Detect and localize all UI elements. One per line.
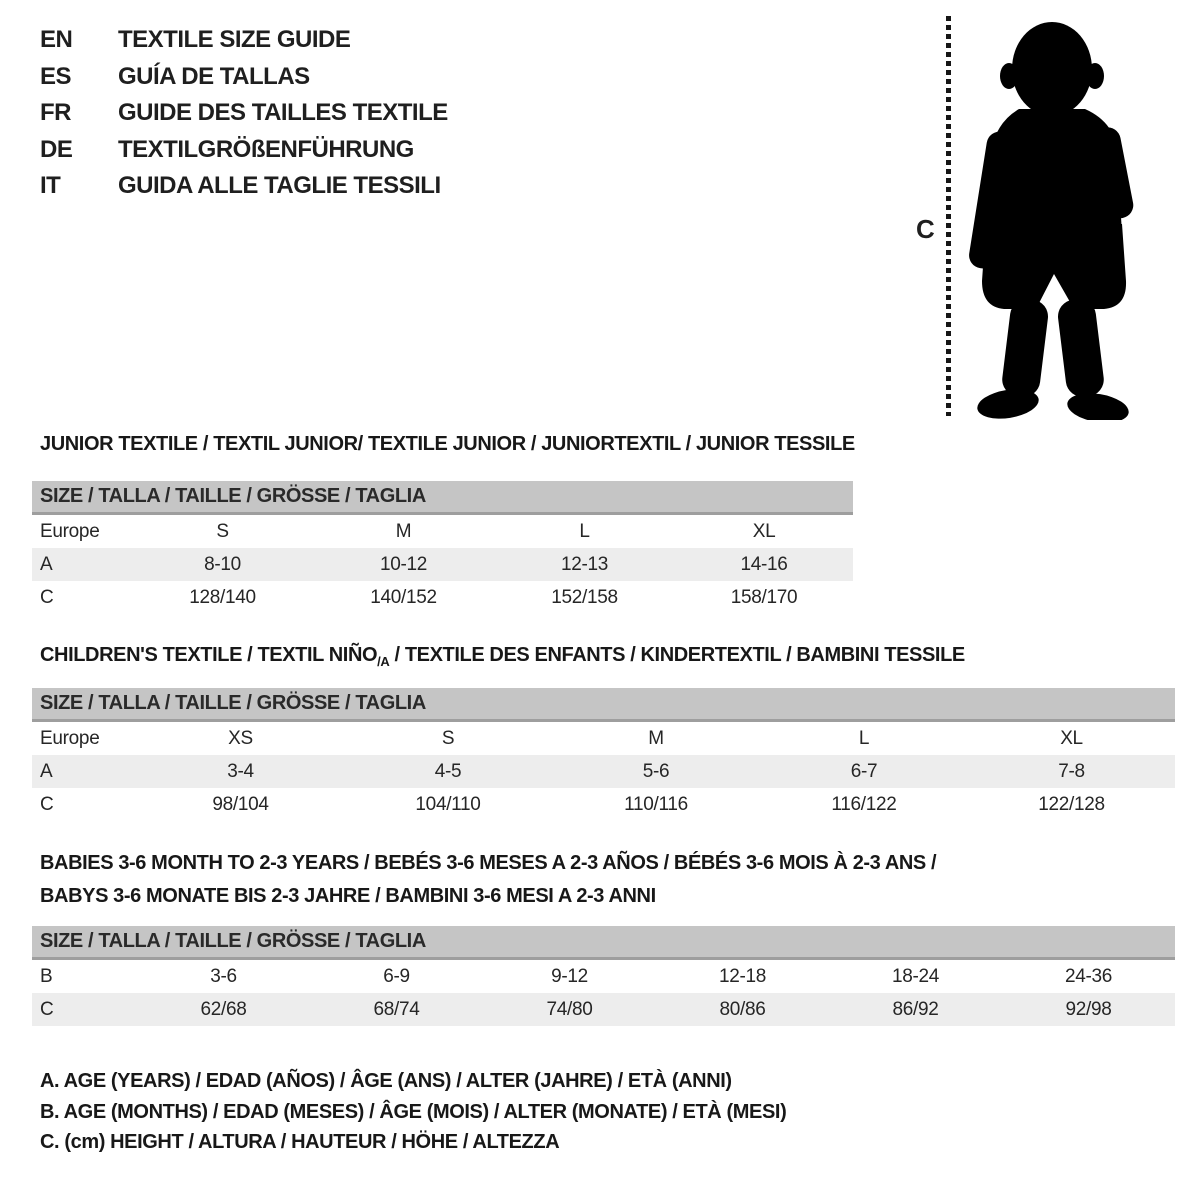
table-cell: L	[579, 520, 590, 542]
table-cell: 86/92	[829, 993, 1002, 1026]
table-cell: 62/68	[137, 993, 310, 1026]
babies-size-table	[32, 926, 1175, 1026]
table-cell: 12-13	[494, 548, 675, 581]
row-label: A	[32, 548, 132, 581]
height-measure-dashed-line	[946, 16, 951, 416]
lang-code: IT	[40, 172, 61, 199]
junior-size-table	[32, 481, 853, 614]
table-cell: XS	[228, 727, 253, 749]
children-title-subscript: /A	[377, 654, 390, 669]
table-cell: 3-6	[210, 965, 237, 987]
table-cell: S	[216, 520, 229, 542]
table-cell: 12-18	[718, 965, 767, 987]
table-cell: 152/158	[551, 586, 618, 608]
table-cell: L	[858, 727, 870, 749]
legend-line-b: B. AGE (MONTHS) / EDAD (MESES) / ÂGE (MOIS) / ALTER (MONATE) / ETÀ (MESI)	[40, 1100, 787, 1123]
table-cell: 14-16	[675, 548, 853, 581]
lang-label: GUÍA DE TALLAS	[118, 62, 310, 90]
junior-section-title: JUNIOR TEXTILE / TEXTIL JUNIOR/ TEXTILE JUNIOR / JUNIORTEXTIL / JUNIOR TESSILE	[40, 433, 855, 455]
table-cell: 24-36	[1064, 965, 1113, 987]
table-cell: 6-7	[760, 755, 968, 788]
table-cell: 116/122	[831, 793, 897, 815]
legend	[40, 1066, 786, 1158]
lang-label: TEXTILGRÖßENFÜHRUNG	[118, 135, 414, 163]
row-label: Europe	[40, 520, 100, 542]
lang-label: GUIDE DES TAILLES TEXTILE	[118, 99, 448, 126]
row-label: C	[40, 793, 54, 815]
children-section-title	[40, 644, 965, 669]
lang-code: EN	[40, 26, 73, 53]
table-cell: 10-12	[313, 548, 494, 581]
table-cell: 18-24	[891, 965, 940, 987]
lang-code: FR	[40, 99, 71, 126]
children-title-before: CHILDREN'S TEXTILE / TEXTIL NIÑO	[40, 644, 378, 666]
table-cell: 5-6	[552, 755, 760, 788]
table-cell: 6-9	[383, 965, 410, 987]
table-cell: 3-4	[137, 755, 344, 788]
table-cell: M	[648, 727, 664, 749]
lang-row-es	[40, 59, 448, 96]
table-cell: 8-10	[132, 548, 313, 581]
toddler-silhouette-image	[962, 18, 1144, 420]
babies-section-title	[40, 847, 936, 913]
size-table-header: SIZE / TALLA / TAILLE / GRÖSSE / TAGLIA	[32, 926, 1175, 959]
lang-code: ES	[40, 62, 72, 90]
table-cell: XL	[752, 520, 776, 542]
babies-title-line1: BABIES 3-6 MONTH TO 2-3 YEARS / BEBÉS 3-6 MESES A 2-3 AÑOS / BÉBÉS 3-6 MOIS À 2-3 ANS /	[40, 852, 937, 874]
lang-row-fr	[40, 95, 448, 132]
lang-label: TEXTILE SIZE GUIDE	[118, 26, 351, 53]
table-cell: 104/110	[415, 793, 481, 815]
height-measure-label: C	[916, 214, 935, 244]
table-cell: 158/170	[730, 586, 798, 608]
row-label: C	[32, 993, 137, 1026]
table-row	[32, 993, 1175, 1026]
babies-title-line2: BABYS 3-6 MONATE BIS 2-3 JAHRE / BAMBINI 3-6 MESI A 2-3 ANNI	[40, 885, 656, 907]
table-cell: 92/98	[1002, 993, 1175, 1026]
table-cell: XL	[1060, 727, 1083, 749]
size-table-header: SIZE / TALLA / TAILLE / GRÖSSE / TAGLIA	[32, 688, 1175, 721]
table-row	[32, 788, 1175, 821]
table-cell: 80/86	[656, 993, 829, 1026]
legend-line-a: A. AGE (YEARS) / EDAD (AÑOS) / ÂGE (ANS) / ALTER (JAHRE) / ETÀ (ANNI)	[40, 1070, 732, 1092]
row-label: Europe	[40, 727, 100, 749]
lang-label: GUIDA ALLE TAGLIE TESSILI	[118, 172, 441, 199]
table-row	[32, 721, 1175, 756]
lang-row-en	[40, 22, 448, 59]
children-title-after: / TEXTILE DES ENFANTS / KINDERTEXTIL / BAMBINI TESSILE	[389, 644, 965, 666]
table-cell: 122/128	[1038, 793, 1105, 815]
table-cell: 128/140	[189, 586, 256, 608]
table-cell: S	[441, 727, 455, 749]
row-label: C	[40, 586, 54, 608]
table-cell: 110/116	[624, 793, 688, 815]
lang-code: DE	[40, 135, 73, 163]
language-title-list	[40, 22, 448, 205]
row-label: A	[32, 755, 137, 788]
lang-row-de	[40, 132, 448, 169]
lang-row-it	[40, 168, 448, 205]
table-row	[32, 514, 853, 549]
table-cell: M	[395, 520, 412, 542]
legend-line-c: C. (cm) HEIGHT / ALTURA / HAUTEUR / HÖHE / ALTEZZA	[40, 1131, 560, 1153]
table-row	[32, 548, 853, 581]
table-cell: 68/74	[310, 993, 483, 1026]
children-size-table	[32, 688, 1175, 821]
table-cell: 74/80	[483, 993, 656, 1026]
table-row	[32, 959, 1175, 994]
table-row	[32, 581, 853, 614]
table-cell: 140/152	[370, 586, 437, 608]
table-cell: 9-12	[551, 965, 588, 987]
table-cell: 4-5	[344, 755, 552, 788]
table-cell: 98/104	[212, 793, 269, 815]
table-row	[32, 755, 1175, 788]
size-table-header: SIZE / TALLA / TAILLE / GRÖSSE / TAGLIA	[32, 481, 853, 514]
row-label: B	[40, 965, 53, 987]
table-cell: 7-8	[968, 755, 1175, 788]
